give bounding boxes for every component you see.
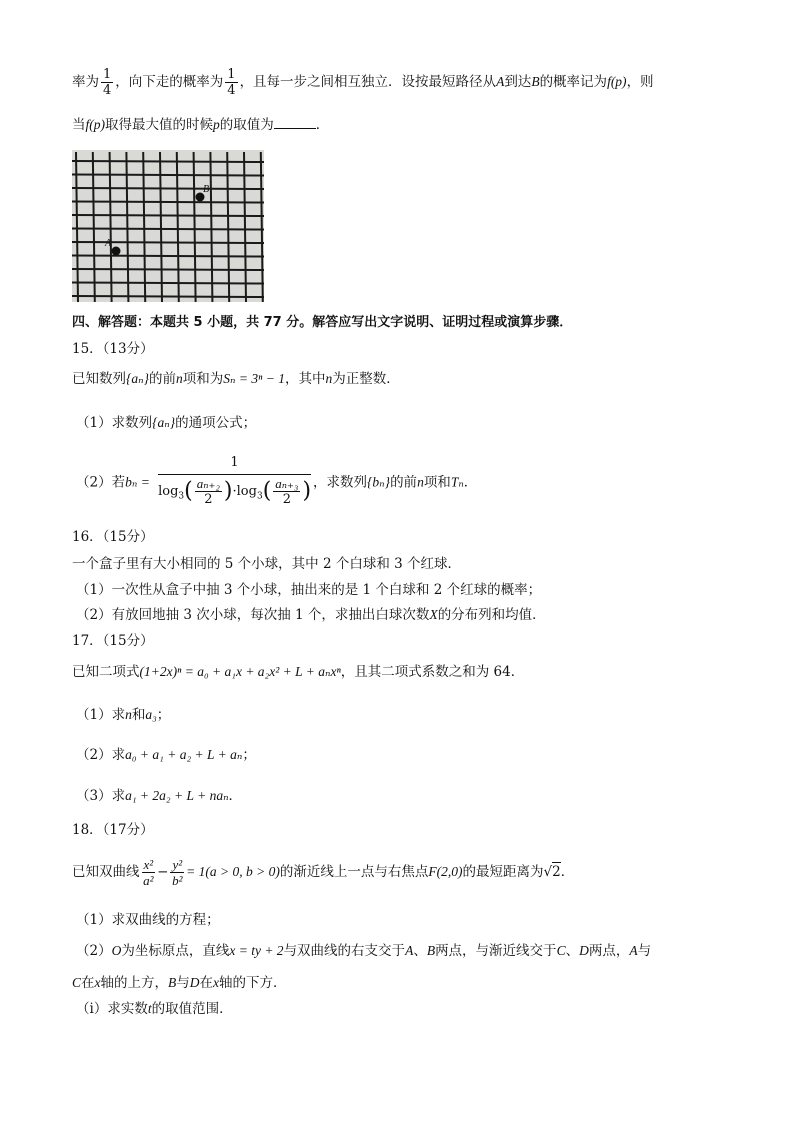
question-16-number: 16．（15分） bbox=[72, 529, 154, 545]
question-18-number: 18．（17分） bbox=[72, 822, 154, 838]
point-b-label: B bbox=[203, 184, 210, 195]
grid-horizontal-line bbox=[72, 242, 264, 243]
grid-horizontal-line bbox=[72, 161, 264, 162]
q14-line-2: 当f(p)取得最大值的时候p的取值为 ． bbox=[72, 114, 329, 135]
point-a-dot bbox=[112, 247, 121, 256]
question-17-part-3: （3）求a₁ + 2a₂ + L + naₙ． bbox=[76, 788, 243, 804]
grid-horizontal-line bbox=[72, 296, 264, 297]
question-15-number: 15．（13分） bbox=[72, 341, 154, 357]
y-squared-over-b-squared: $\frac{\text{y²}}{\text{b²}}$ bbox=[172, 857, 183, 888]
question-17-number: 17．（15分） bbox=[72, 633, 154, 649]
section-heading: 四、解答题：本题共 5 小题，共 77 分。解答应写出文字说明、证明过程或演算步骤． bbox=[72, 315, 573, 330]
grid-horizontal-line bbox=[72, 215, 264, 216]
question-18-part-2-i: （ⅰ）求实数t的取值范围． bbox=[76, 1001, 233, 1017]
grid-horizontal-line bbox=[72, 283, 264, 284]
grid-horizontal-line bbox=[72, 188, 264, 189]
q14-text: 率为 bbox=[72, 74, 99, 90]
function-f-p: f(p) bbox=[85, 117, 105, 132]
question-17-stem: 已知二项式(1+2x)ⁿ = a₀ + a₁x + a₂x² + L + aₙxⁿ，且其二项式系数之和为 64． bbox=[72, 664, 525, 680]
point-a-label: A bbox=[105, 238, 112, 249]
question-15-stem: 已知数列{aₙ}的前n项和为Sₙ = 3ⁿ − 1，其中n为正整数． bbox=[72, 371, 400, 387]
bn-fraction: 1 $\log_3$( $\frac{\text{aₙ₊₂}}{2}$ )$\cdot\log_3$( $\frac{\text{aₙ₊₃}}{2}$ ) bbox=[158, 452, 311, 514]
question-16-part-2: （2）有放回地抽 3 次小球，每次抽 1 个，求抽出白球次数X的分布列和均值． bbox=[76, 607, 546, 623]
x-squared-over-a-squared: $\frac{\text{x²}}{\text{a²}}$ bbox=[143, 857, 154, 888]
grid-horizontal-line bbox=[72, 256, 264, 257]
question-15-part-2: （2）若bₙ = 1 $\log_3$( $\frac{\text{aₙ₊₂}}{2}$ )$\cdot\log_3$( $\frac{\text{aₙ₊₃}}{2}$ ) ，求数列{bₙ}的前n项和Tₙ． bbox=[76, 452, 477, 516]
function-f-p: f(p) bbox=[607, 74, 627, 89]
question-16-stem: 一个盒子里有大小相同的 5 个小球，其中 2 个白球和 3 个红球． bbox=[72, 556, 462, 572]
question-16-part-1: （1）一次性从盒子中抽 3 个小球，抽出来的是 1 个白球和 2 个红球的概率； bbox=[76, 582, 542, 598]
fraction-one-quarter: $\frac{1}{4}$ bbox=[103, 67, 112, 98]
question-15-part-1: （1）求数列{aₙ}的通项公式； bbox=[76, 415, 257, 431]
answer-blank bbox=[274, 114, 316, 129]
question-18-part-2-line-2: C在x轴的上方，B与D在x轴的下方． bbox=[72, 975, 287, 991]
grid-horizontal-line bbox=[72, 175, 264, 176]
grid-horizontal-line bbox=[72, 269, 264, 270]
question-18-part-1: （1）求双曲线的方程； bbox=[76, 912, 220, 928]
lattice-grid-figure bbox=[72, 150, 264, 302]
question-17-part-1: （1）求n和a₃； bbox=[76, 707, 171, 723]
fraction-one-quarter: $\frac{1}{4}$ bbox=[227, 67, 236, 98]
grid-background bbox=[72, 150, 264, 302]
question-18-stem: 已知双曲线 $\frac{\text{x²}}{\text{a²}}$ − $\frac{\text{y²}}{\text{b²}}$ = 1(a > 0, b > 0)的渐近线上一点与右焦点F(2,0)的最短距离为√2． bbox=[72, 857, 575, 888]
q14-line-1: 率为 $\frac{1}{4}$ ，向下走的概率为 $\frac{1}{4}$ ，且每一步之间相互独立．设按最短路径从A到达B的概率记为f(p)，则 bbox=[72, 67, 654, 98]
grid-horizontal-line bbox=[72, 229, 264, 230]
grid-horizontal-line bbox=[72, 202, 264, 203]
question-18-part-2-line-1: （2）O为坐标原点，直线x = ty + 2与双曲线的右支交于A、B两点，与渐近线交于C、D两点，A与 bbox=[76, 943, 652, 959]
question-17-part-2: （2）求a₀ + a₁ + a₂ + L + aₙ； bbox=[76, 747, 256, 763]
